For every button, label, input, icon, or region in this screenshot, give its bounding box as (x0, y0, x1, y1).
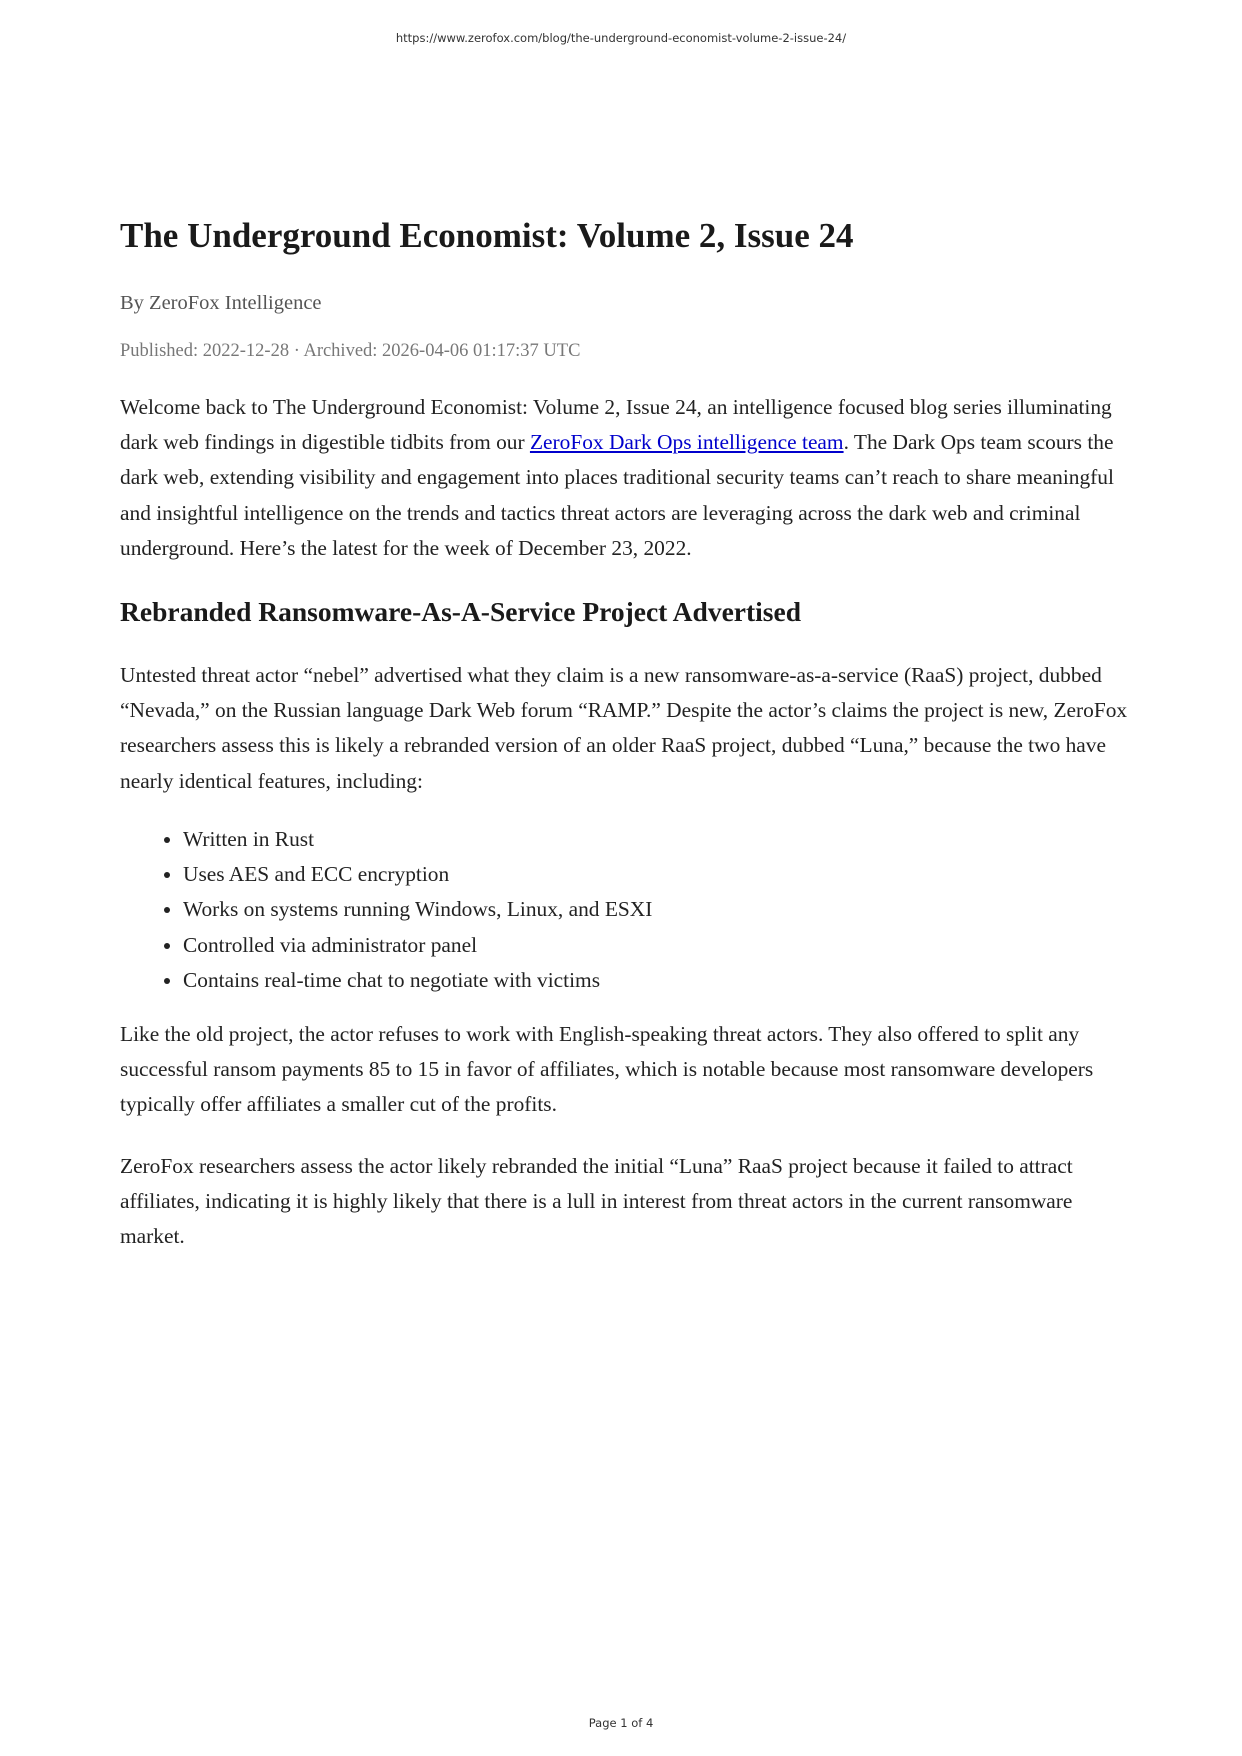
dark-ops-team-link[interactable]: ZeroFox Dark Ops intelligence team (529, 430, 844, 455)
article-title: The Underground Economist: Volume 2, Issue 24 (120, 216, 854, 255)
feature-list (120, 822, 652, 998)
paragraph-4: ZeroFox researchers assess the actor likely rebranded the initial “Luna” RaaS project because it failed to attract affiliates, indicating it is highly likely that there is a lull in interest from threat actors in the current ransomware market. (120, 1154, 1073, 1249)
intro-paragraph (120, 390, 1130, 566)
article-byline: By ZeroFox Intelligence (120, 292, 322, 314)
list-item: • Contains real-time chat to negotiate with victims (183, 963, 652, 998)
section-heading: Rebranded Ransomware-As-A-Service Project Advertised (120, 596, 802, 627)
list-item: • Controlled via administrator panel (183, 928, 652, 963)
list-item: • Written in Rust (183, 822, 652, 857)
paragraph-2: Untested threat actor “nebel” advertised what they claim is a new ransomware-as-a-service (RaaS) project, dubbed “Nevada,” on the Russian language Dark Web forum “RAMP.” Despite the actor’s claims the project is new, ZeroFox researchers assess this is likely a rebranded version of an older RaaS project, dubbed “Luna,” because the two have nearly identical features, including: (120, 663, 1128, 793)
list-item: • Works on systems running Windows, Linux, and ESXI (183, 892, 652, 927)
list-item: • Uses AES and ECC encryption (183, 857, 652, 892)
intro-text-after-link: . The Dark Ops team scours the dark web, extending visibility and engagement into places traditional security teams can’t reach to share meaningful and insightful intelligence on the trends and tactics threat actors are leveraging across the dark web and criminal underground. Here’s the latest for the week of December 23, 2022. (120, 430, 1114, 560)
article-meta: Published: 2022-12-28 · Archived: 2026-04-06 01:17:37 UTC (120, 341, 581, 361)
page-number-footer: Page 1 of 4 (588, 1716, 654, 1730)
page-url-header: https://www.zerofox.com/blog/the-underground-economist-volume-2-issue-24/ (395, 31, 847, 45)
intro-text-before-link: Welcome back to The Underground Economist: Volume 2, Issue 24, an intelligence focused blog series illuminating dark web findings in digestible tidbits from our (120, 395, 1112, 455)
paragraph-3: Like the old project, the actor refuses to work with English-speaking threat actors. They also offered to split any successful ransom payments 85 to 15 in favor of affiliates, which is notable because most ransomware developers typically offer affiliates a smaller cut of the profits. (120, 1022, 1094, 1117)
